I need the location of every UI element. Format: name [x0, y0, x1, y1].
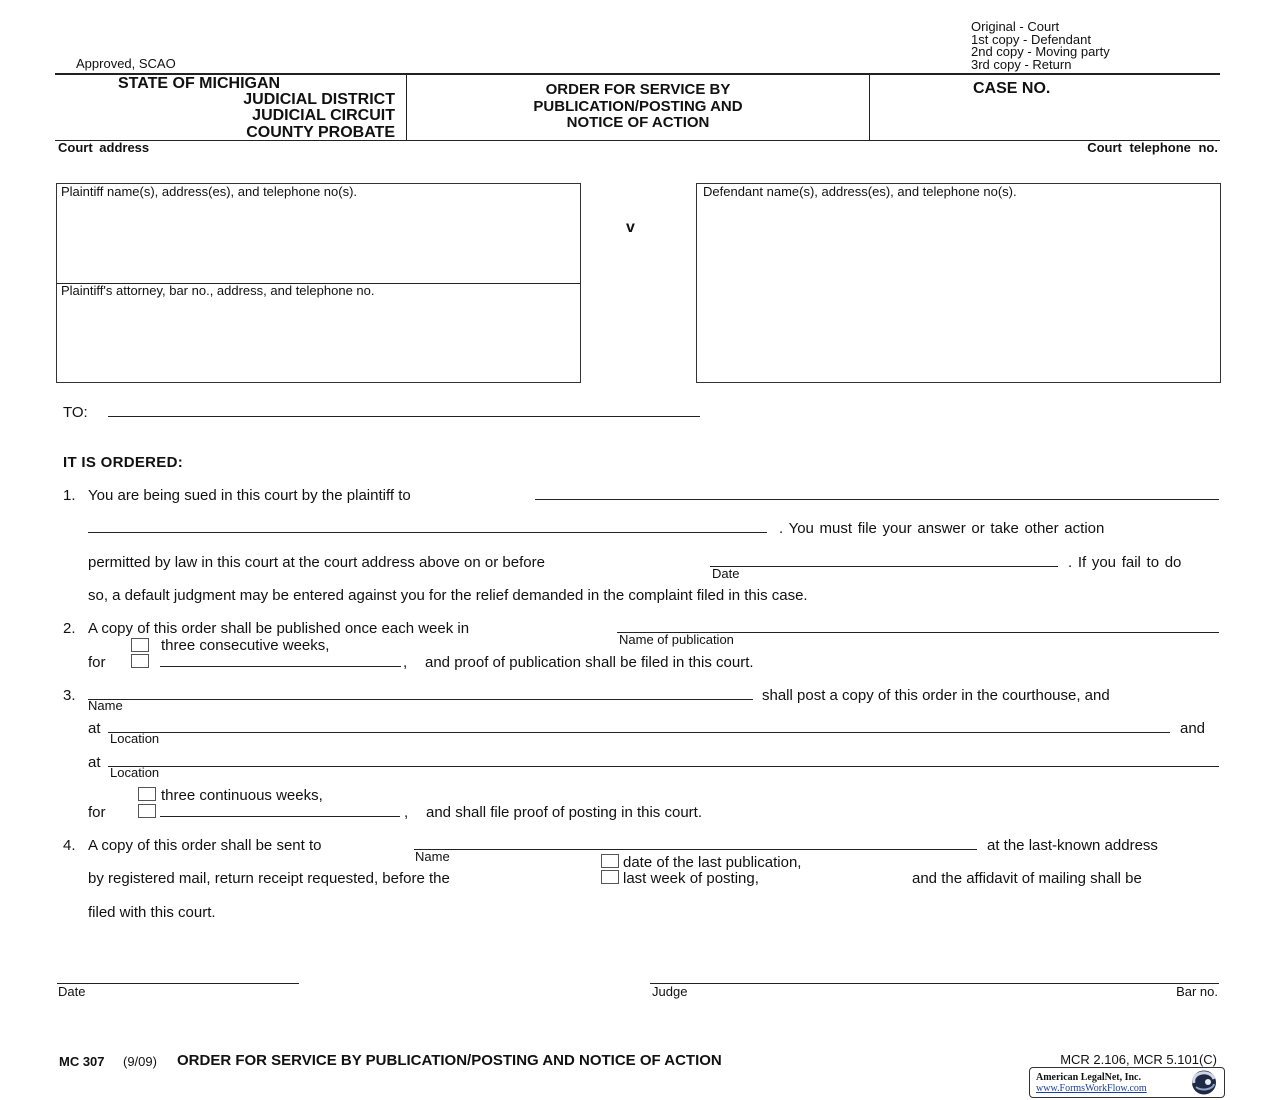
weeks-other-line[interactable] [160, 816, 400, 817]
title-line: NOTICE OF ACTION [566, 114, 710, 131]
name-caption: Name [415, 849, 450, 864]
and-label: and [1180, 720, 1206, 737]
ordered-heading: IT IS ORDERED: [63, 454, 184, 471]
weeks-other-line[interactable] [160, 666, 401, 667]
last-publication-checkbox[interactable] [601, 854, 619, 868]
at-label: at [88, 754, 101, 771]
defendant-label: Defendant name(s), address(es), and telephone no(s). [703, 184, 1017, 199]
location-line[interactable] [108, 732, 1170, 733]
plaintiff-label: Plaintiff name(s), address(es), and telephone no(s). [61, 184, 358, 199]
option-label: three consecutive weeks, [161, 637, 330, 654]
three-weeks-checkbox[interactable] [131, 638, 149, 652]
weeks-other-checkbox[interactable] [138, 804, 156, 818]
option-label: date of the last publication, [623, 854, 802, 871]
date-label: Date [58, 984, 86, 999]
location-caption: Location [110, 765, 160, 780]
american-legalnet-logo[interactable] [1029, 1067, 1225, 1098]
at-label: at [88, 720, 101, 737]
footer-title: ORDER FOR SERVICE BY PUBLICATION/POSTING AND NOTICE OF ACTION [177, 1052, 722, 1069]
logo-name: American LegalNet, Inc. [1036, 1072, 1141, 1083]
item3-text: shall post a copy of this order in the courthouse, and [762, 687, 1110, 704]
item-number: 1. [63, 487, 76, 504]
comma: , [404, 804, 409, 821]
court-line: STATE OF MICHIGAN [118, 75, 281, 92]
location-caption: Location [110, 731, 160, 746]
last-posting-checkbox[interactable] [601, 870, 619, 884]
bar-no-label: Bar no. [1176, 984, 1218, 999]
copy-line: 2nd copy - Moving party [971, 44, 1110, 59]
globe-icon [1186, 1069, 1222, 1096]
header-bottom-rule [55, 140, 1220, 141]
comma: , [403, 654, 408, 671]
versus-label: v [626, 219, 635, 236]
item1-text: . If you fail to do [1068, 554, 1182, 571]
item3-text: and shall file proof of posting in this court. [426, 804, 702, 821]
date-caption: Date [712, 566, 740, 581]
item-number: 3. [63, 687, 76, 704]
copy-line: 3rd copy - Return [971, 56, 1072, 72]
option-label: three continuous weeks, [161, 787, 323, 804]
item4-text: and the affidavit of mailing shall be [912, 870, 1142, 887]
logo-url[interactable]: www.FormsWorkFlow.com [1036, 1083, 1147, 1094]
location-line[interactable] [108, 766, 1219, 767]
item1-text: so, a default judgment may be entered against you for the relief demanded in the complaint filed in this case. [88, 587, 808, 604]
item4-text: by registered mail, return receipt requested, before the [88, 870, 450, 887]
item4-text: filed with this court. [88, 904, 216, 921]
judge-label: Judge [652, 984, 688, 999]
item4-text: at the last-known address [987, 837, 1158, 854]
item1-text: permitted by law in this court at the court address above on or before [88, 554, 545, 571]
case-no-label: CASE NO. [973, 80, 1051, 97]
title-line: ORDER FOR SERVICE BY [545, 81, 731, 98]
weeks-other-checkbox[interactable] [131, 654, 149, 668]
item-number: 2. [63, 620, 76, 637]
court-rules: MCR 2.106, MCR 5.101(C) [1060, 1052, 1217, 1067]
date-signature-line[interactable] [57, 983, 299, 984]
answer-date-line[interactable] [710, 566, 1058, 567]
judge-signature-line[interactable] [650, 983, 1219, 984]
defendant-box[interactable] [696, 183, 1221, 383]
form-revision: (9/09) [123, 1054, 157, 1069]
court-line: JUDICIAL CIRCUIT [252, 107, 395, 124]
name-caption: Name [88, 698, 123, 713]
item1-text: . You must file your answer or take other action [779, 520, 1105, 537]
title-line: PUBLICATION/POSTING AND [533, 97, 743, 115]
attorney-label: Plaintiff's attorney, bar no., address, and telephone no. [61, 283, 375, 298]
to-line[interactable] [108, 416, 700, 417]
item4-text: A copy of this order shall be sent to [88, 837, 322, 854]
form-number: MC 307 [59, 1054, 105, 1069]
publication-caption: Name of publication [619, 632, 734, 647]
item1-text: You are being sued in this court by the plaintiff to [88, 487, 411, 504]
recipient-name-line[interactable] [414, 849, 977, 850]
court-line: JUDICIAL DISTRICT [243, 91, 395, 108]
three-weeks-checkbox[interactable] [138, 787, 156, 801]
poster-name-line[interactable] [88, 699, 753, 700]
for-label: for [88, 654, 106, 671]
item2-text: A copy of this order shall be published once each week in [88, 620, 470, 637]
court-line: COUNTY PROBATE [246, 124, 395, 141]
court-telephone-label: Court telephone no. [1087, 140, 1218, 155]
header-divider [869, 74, 870, 140]
form-title [407, 82, 869, 132]
to-label: TO: [63, 404, 88, 421]
option-label: last week of posting, [623, 870, 759, 887]
copy-line: 1st copy - Defendant [971, 31, 1091, 47]
item2-text: and proof of publication shall be filed in this court. [425, 654, 754, 671]
relief-line[interactable] [535, 499, 1219, 500]
approved-label: Approved, SCAO [76, 56, 176, 71]
copy-distribution [971, 21, 1110, 71]
relief-line-2[interactable] [88, 532, 767, 533]
for-label: for [88, 804, 106, 821]
court-address-label: Court address [58, 140, 150, 155]
item-number: 4. [63, 837, 76, 854]
copy-line: Original - Court [971, 19, 1060, 34]
